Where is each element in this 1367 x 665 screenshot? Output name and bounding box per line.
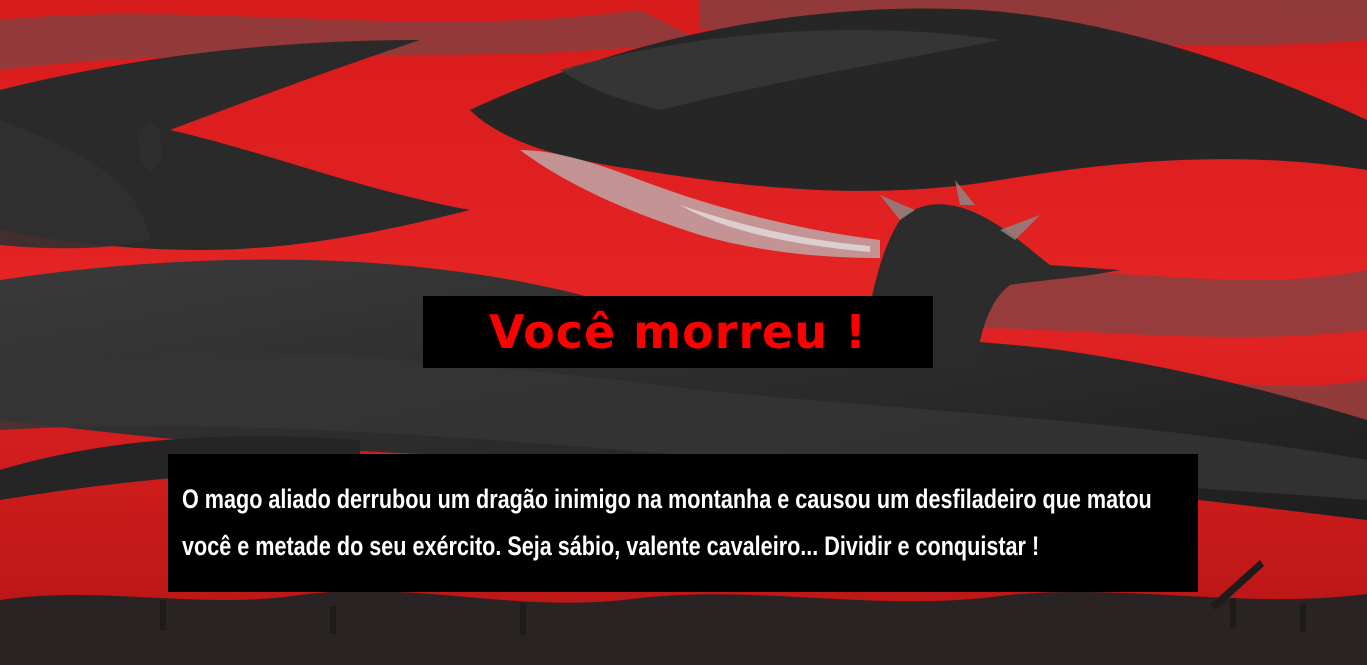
death-title-panel [423, 296, 933, 368]
death-message-panel [168, 454, 1198, 592]
death-title: Você morreu ! [488, 305, 867, 359]
death-message: O mago aliado derrubou um dragão inimigo na montanha e causou um desfiladeiro que matou você e metade do seu exército. Seja sábio, valente cavaleiro... Dividir e conquistar ! [182, 484, 1152, 561]
army-silhouettes [0, 591, 1367, 665]
